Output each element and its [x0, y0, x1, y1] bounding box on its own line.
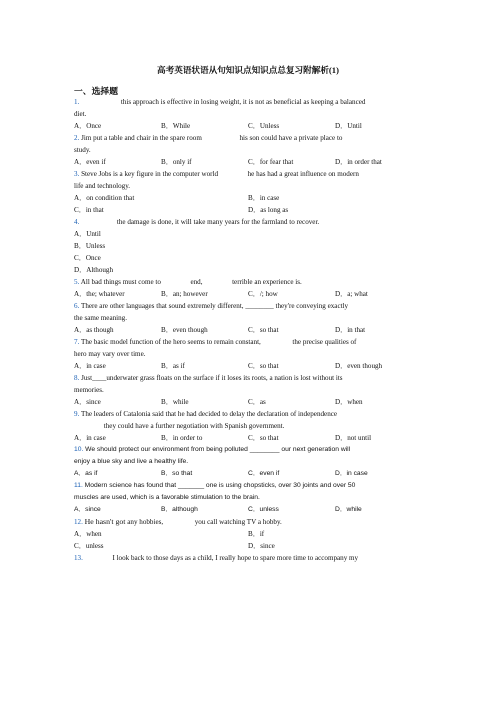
option-b[interactable]: B．so that	[161, 470, 193, 477]
option-a[interactable]: A．since	[74, 398, 101, 406]
option-a[interactable]: A．in case	[74, 434, 106, 442]
question-text: they could have a further negotiation with Spanish government.	[103, 422, 285, 430]
option-b[interactable]: B．even though	[161, 326, 208, 334]
question-text: this approach is effective in losing weight, it is not as beneficial as keeping a balanced	[120, 98, 366, 106]
option-b[interactable]: B．although	[161, 506, 198, 513]
question-1	[74, 96, 422, 108]
question-number: 5.	[74, 278, 80, 286]
option-c[interactable]: C．so that	[248, 326, 279, 334]
option-b[interactable]: B．an; however	[161, 290, 208, 298]
options-row	[74, 432, 422, 444]
question-number: 2.	[74, 134, 80, 142]
question-13	[74, 552, 422, 564]
options-row	[74, 324, 422, 336]
question-number: 11.	[74, 482, 83, 489]
option-d[interactable]: D．in case	[335, 470, 368, 477]
question-text: one is using chopsticks, over 30 joints and over 50	[205, 482, 356, 489]
option-a[interactable]: A．Until	[74, 230, 101, 238]
question-7	[74, 336, 422, 348]
option-d[interactable]: D．in that	[335, 326, 366, 334]
question-4	[74, 216, 422, 228]
question-text-cont: enjoy a blue sky and live a healthy life.	[74, 458, 189, 465]
option-b[interactable]: B．Unless	[74, 242, 106, 250]
question-text: The leaders of Catalonia said that he had decided to delay the declaration of independence	[80, 410, 338, 418]
question-text-cont: study.	[74, 146, 91, 154]
question-2	[74, 132, 422, 144]
question-text: the damage is done, it will take many years for the farmland to recover.	[116, 218, 320, 226]
option-a[interactable]: A．in case	[74, 362, 106, 370]
question-text: We should protect our environment from being polluted	[85, 446, 248, 453]
options-row	[74, 156, 422, 168]
question-number: 8.	[74, 374, 80, 382]
option-a[interactable]: A．as if	[74, 470, 98, 477]
option-c[interactable]: C．unless	[248, 506, 279, 513]
question-text: terrible an experience is.	[232, 278, 302, 286]
option-a[interactable]: A．since	[74, 506, 101, 513]
question-3	[74, 168, 422, 180]
question-text-cont	[74, 420, 422, 432]
page-title: 高考英语状语从句知识点知识点总复习附解析(1)	[157, 65, 339, 75]
option-c[interactable]: C．so that	[248, 434, 279, 442]
option-d[interactable]: D．Until	[335, 122, 362, 130]
question-number: 10.	[74, 446, 84, 453]
question-6	[74, 300, 422, 312]
question-text: end,	[190, 278, 203, 286]
options-row	[74, 540, 422, 552]
option-d[interactable]: D．not until	[335, 434, 372, 442]
answer-blank: _______	[178, 482, 205, 489]
options-row	[74, 396, 422, 408]
question-text-cont: hero may vary over time.	[74, 350, 146, 358]
question-number: 13.	[74, 554, 83, 562]
option-b[interactable]: B．only if	[161, 158, 192, 166]
question-text-cont: memories.	[74, 386, 104, 394]
question-text-cont: muscles are used, which is a favorable stimulation to the brain.	[74, 494, 260, 501]
answer-blank: ____	[92, 374, 107, 382]
question-10	[74, 444, 422, 456]
option-a[interactable]: A．the; whatever	[74, 290, 125, 298]
options-row	[74, 204, 422, 216]
question-text: Steve Jobs is a key figure in the computer world	[81, 170, 219, 178]
options-row	[74, 192, 422, 204]
option-a[interactable]: A．when	[74, 530, 102, 538]
option-c[interactable]: C．so that	[248, 362, 279, 370]
answer-blank: ________	[245, 302, 274, 310]
question-text-cont: diet.	[74, 110, 87, 118]
question-text: All bad things must come to	[80, 278, 161, 286]
question-number: 3.	[74, 170, 80, 178]
option-c[interactable]: C．unless	[74, 542, 104, 550]
question-text-cont: life and technology.	[74, 182, 131, 190]
question-number: 7.	[74, 338, 80, 346]
option-d[interactable]: D．a; what	[335, 290, 368, 298]
question-8	[74, 372, 422, 384]
question-text: he has had a great influence on modern	[247, 170, 359, 178]
option-b[interactable]: B．as if	[161, 362, 185, 370]
options-row	[74, 528, 422, 540]
options-row	[74, 468, 422, 480]
option-b[interactable]: B．in case	[248, 194, 280, 202]
option-d[interactable]: D．as long as	[248, 206, 289, 214]
option-c[interactable]: C．/; how	[248, 290, 278, 298]
options-row	[74, 120, 422, 132]
option-d[interactable]: D．Although	[74, 266, 114, 274]
option-c[interactable]: C．Unless	[248, 122, 280, 130]
option-d[interactable]: D．when	[335, 398, 363, 406]
options-row	[74, 360, 422, 372]
question-text: they're conveying exactly	[275, 302, 349, 310]
option-c[interactable]: C．Once	[74, 254, 101, 262]
question-text: the precise qualities of	[292, 338, 357, 346]
options-row	[74, 288, 422, 300]
question-text: our next generation will	[281, 446, 351, 453]
question-text: The basic model function of the hero seems to remain constant,	[80, 338, 261, 346]
question-text: underwater grass floats on the surface if it loses its roots, a nation is lost without its	[106, 374, 343, 382]
question-number: 6.	[74, 302, 80, 310]
answer-blank: ________	[249, 446, 280, 453]
question-text: He hasn't got	[84, 517, 126, 526]
option-b[interactable]: B．in order to	[161, 434, 203, 442]
question-number: 1.	[74, 98, 80, 106]
option-d[interactable]: D．since	[248, 542, 275, 550]
question-text-cont: the same meaning.	[74, 314, 127, 322]
section-heading: 一、选择题	[74, 86, 118, 96]
question-number: 12.	[74, 518, 83, 526]
option-d[interactable]: D．even though	[335, 362, 383, 370]
option-a[interactable]: A．Once	[74, 122, 102, 130]
option-d[interactable]: D．while	[335, 506, 362, 513]
question-text: Jim put a table and chair in the spare room	[81, 134, 202, 142]
question-text: sound extremely different,	[168, 302, 244, 310]
option-b[interactable]: B．While	[161, 122, 191, 130]
option-a[interactable]: A．on condition that	[74, 194, 135, 202]
option-b[interactable]: B．while	[161, 398, 189, 406]
question-list	[74, 96, 422, 564]
question-number: 9.	[74, 410, 80, 418]
option-d[interactable]: D．in order that	[335, 158, 382, 166]
question-text: There are other languages that	[80, 302, 167, 310]
option-c[interactable]: C．as	[248, 398, 266, 406]
option-c[interactable]: C．in that	[74, 206, 104, 214]
question-11	[74, 480, 422, 492]
question-5	[74, 276, 422, 288]
question-text: Modern science has found that	[84, 482, 177, 489]
option-c[interactable]: C．for fear that	[248, 158, 294, 166]
option-a[interactable]: A．as though	[74, 326, 114, 334]
options-row	[74, 504, 422, 516]
option-a[interactable]: A．even if	[74, 158, 106, 166]
question-number: 4.	[74, 218, 80, 226]
question-9	[74, 408, 422, 420]
question-text: I look back to those days as a child, I really hope to spare more time to accompany my	[112, 554, 359, 562]
question-text: any hobbies,	[127, 518, 164, 526]
option-c[interactable]: C．even if	[248, 470, 280, 477]
option-b[interactable]: B．if	[248, 530, 265, 538]
question-text: his son could have a private place to	[239, 134, 343, 142]
question-text: you call watching TV a hobby.	[194, 518, 282, 526]
question-text: Just	[81, 374, 93, 382]
question-12	[74, 516, 422, 528]
